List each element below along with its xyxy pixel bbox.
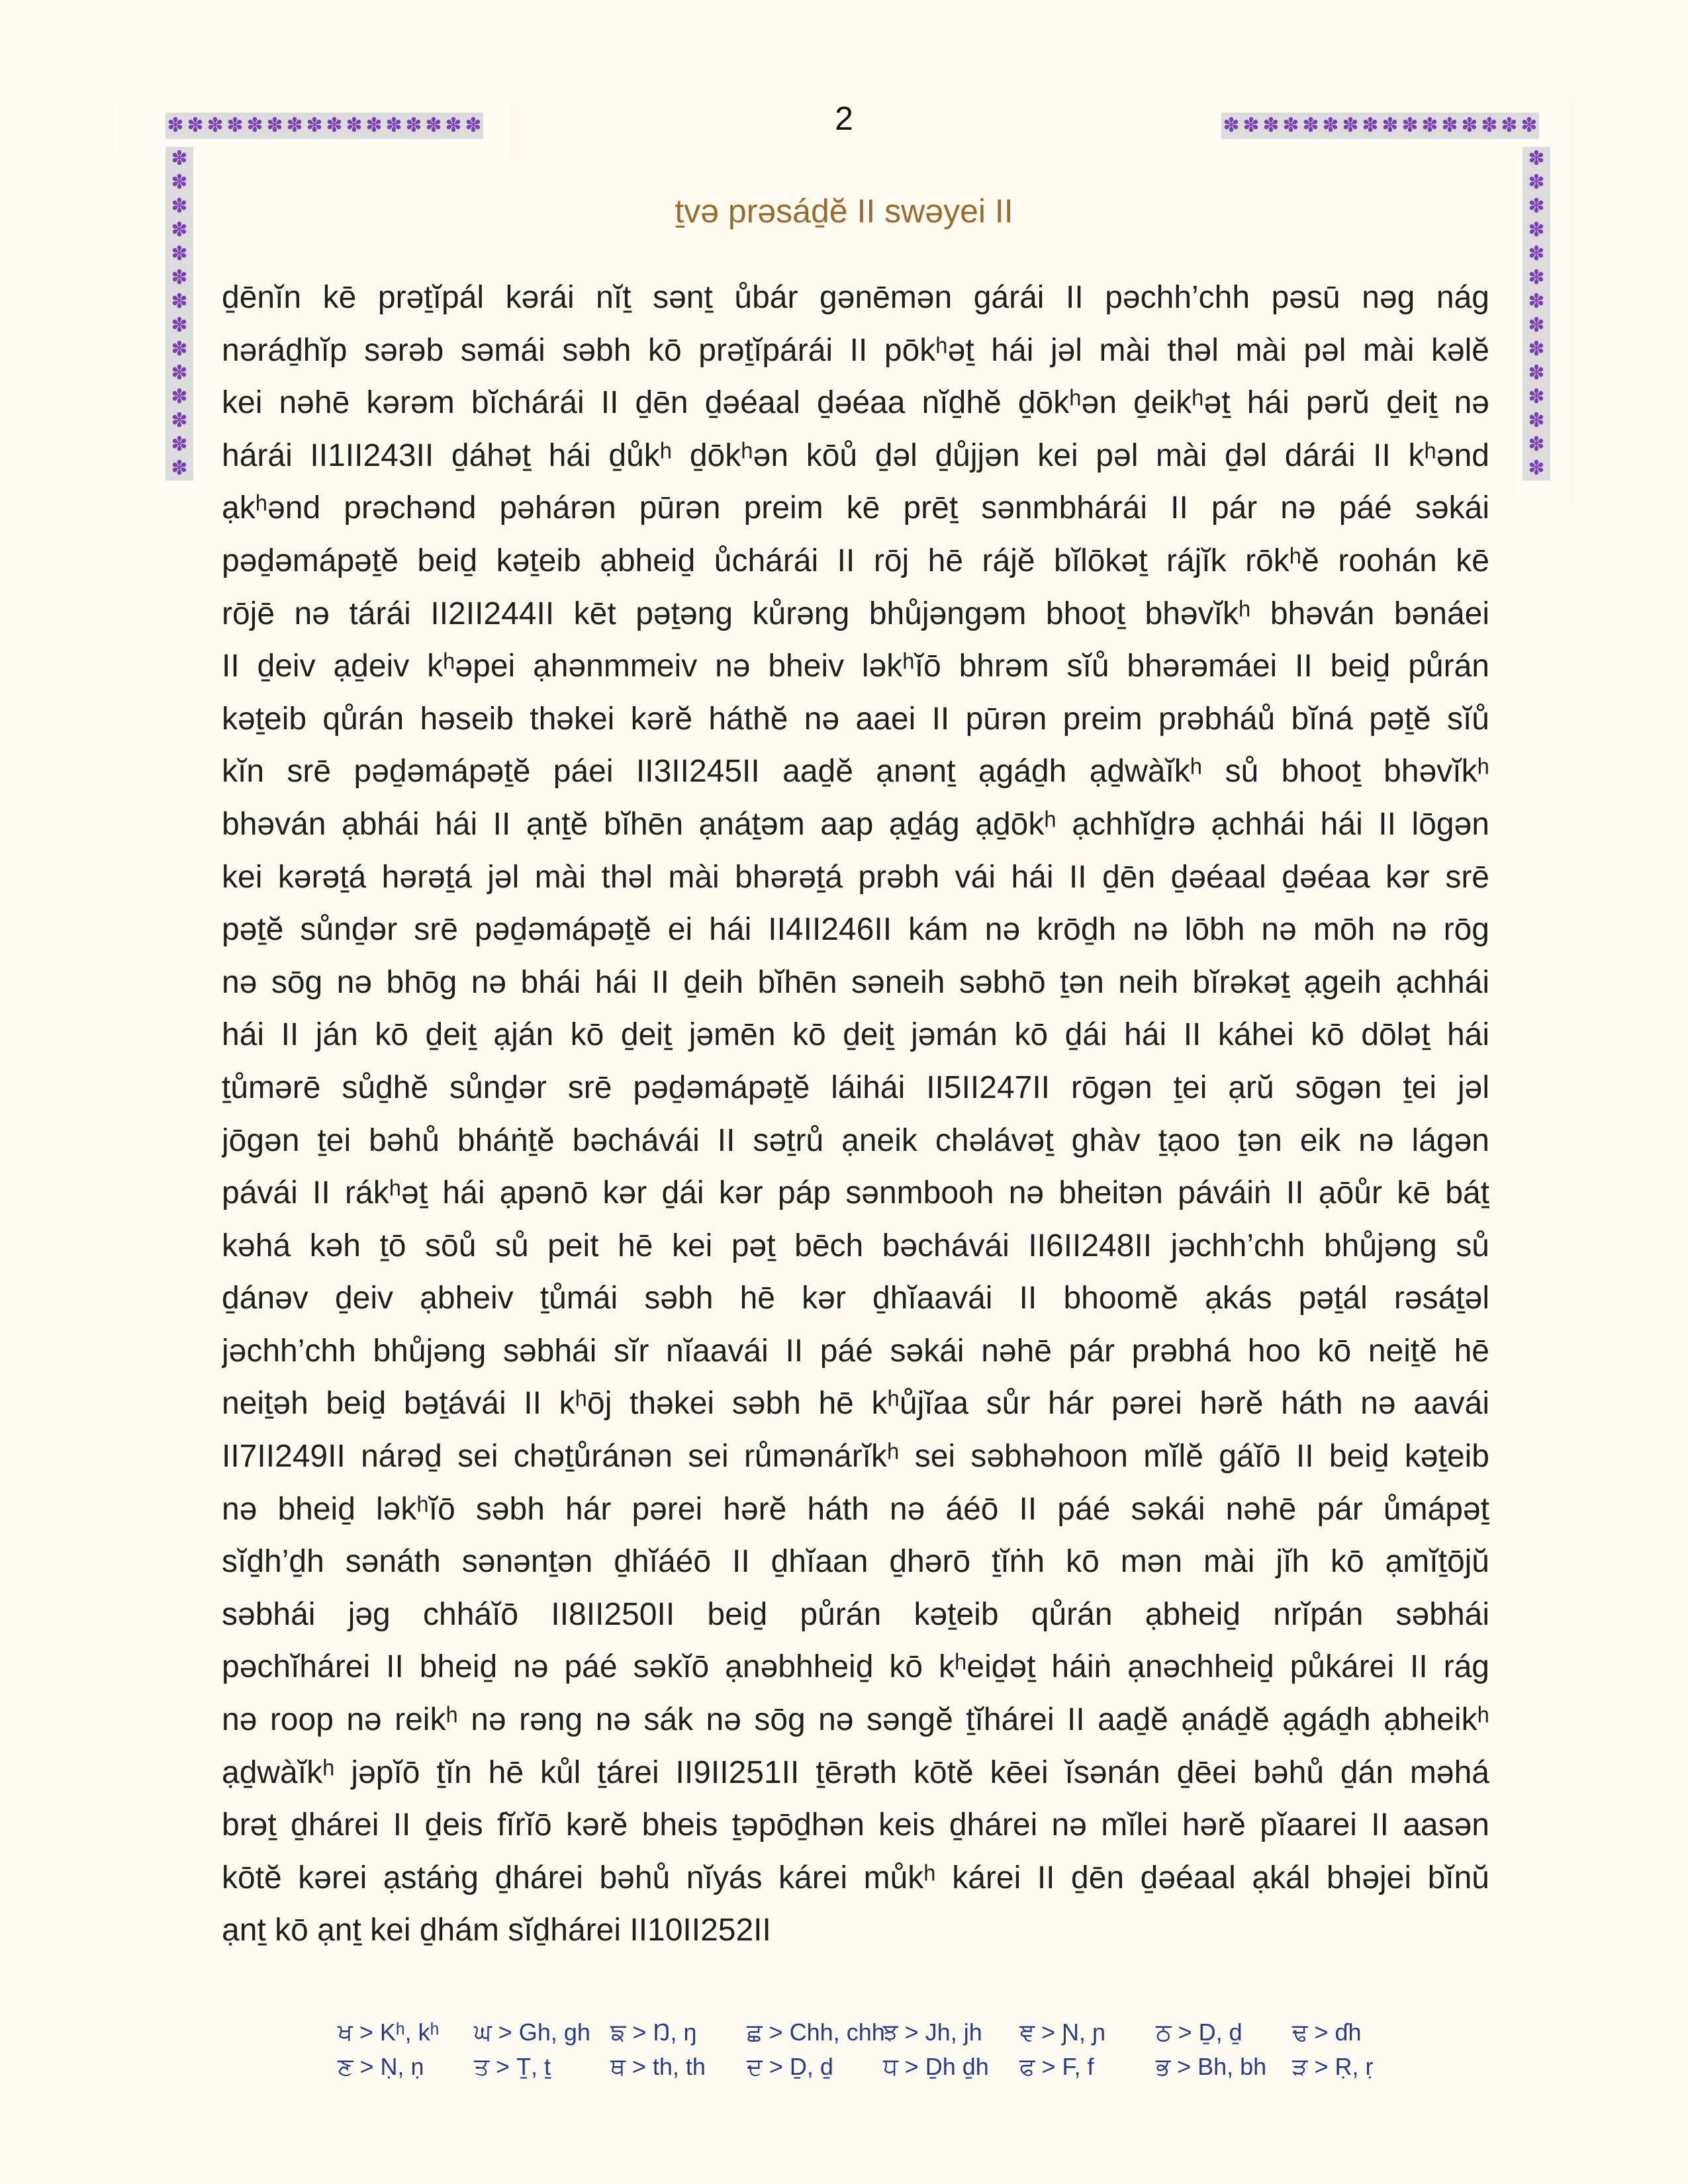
flower-ornament-icon: ✽ <box>1281 113 1301 139</box>
verse-line: nə roop nə reikʰ nə rəng nə sák nə sōg nə səngĕ ṯĭhárei II aaḏĕ ạnáḏĕ ạgáḏh ạbheikʰ <box>222 1702 1489 1738</box>
flower-ornament-icon: ✽ <box>165 409 193 433</box>
legend-item: ਘ > Gh, gh <box>474 2019 590 2046</box>
flower-ornament-icon: ✽ <box>1523 409 1550 433</box>
flower-ornament-icon: ✽ <box>265 113 285 139</box>
flower-ornament-icon: ✽ <box>1523 385 1550 409</box>
flower-ornament-icon: ✽ <box>384 113 404 139</box>
flower-ornament-icon: ✽ <box>1261 113 1281 139</box>
flower-ornament-icon: ✽ <box>1523 338 1550 361</box>
flower-ornament-icon: ✽ <box>424 113 444 139</box>
verse-line: jōgən ṯei bəhů bháṅṯĕ bəchávái II səṯrů ạneik chəlávəṯ ghàv ṯạoo ṯən eik nə lágən <box>222 1122 1489 1158</box>
flower-ornament-icon: ✽ <box>1301 113 1321 139</box>
verse-line: nə bheiḏ ləkʰĭō səbh hár pərei hərĕ háth nə áéō II páé səkái nəhē pár ůmápəṯ <box>222 1491 1489 1527</box>
verse-line: bhəván ạbhái hái II ạnṯĕ bĭhēn ạnáṯəm aap ạḏág ạḏōkʰ ạchhĭḏrə ạchhái hái II lōgən <box>222 806 1489 842</box>
legend-item: ਣ > Ṇ, ṇ <box>338 2053 424 2080</box>
verse-line: rōjē nə tárái II2II244II kēt pəṯəng kůrəng bhůjəngəm bhooṯ bhəvĭkʰ bhəván bənáei <box>222 596 1489 631</box>
legend-item: ਢ > ɗh <box>1292 2019 1362 2046</box>
verse-line: hái II ján kō ḏeiṯ ạján kō ḏeiṯ jəmēn kō ḏeiṯ jəmán kō ḏái hái II káhei kō dōləṯ hái <box>222 1017 1489 1053</box>
verse-line: ṯůmərē sůḏhĕ sůnḏər srē pəḏəmápəṯĕ láihái II5II247II rōgən ṯei ạrŭ sōgən ṯei jəl <box>222 1069 1489 1105</box>
verse-line: pəḏəmápəṯĕ beiḏ kəṯeib ạbheiḏ ůchárái II rōj hē rájĕ bĭlōkəṯ rájĭk rōkʰĕ roohán kē <box>222 543 1489 578</box>
flower-ornament-icon: ✽ <box>165 433 193 457</box>
verse-line: sĭḏh’ḏh sənáth sənənṯən ḏhĭáéō II ḏhĭaan ḏhərō ṯĭṅh kō mən mài jĭh kō ạmĭṯōjŭ <box>222 1544 1489 1580</box>
verse-line: brəṯ ḏhárei II ḏeis fĭrĭō kərĕ bheis ṯəpōḏhən keis ḏhárei nə mĭlei hərĕ pĭaarei II aasən <box>222 1807 1489 1843</box>
legend-row <box>338 2053 1463 2087</box>
legend-item: ਝ > Jh, jh <box>883 2019 982 2046</box>
flower-ornament-icon: ✽ <box>1523 195 1550 218</box>
flower-ornament-icon: ✽ <box>165 385 193 409</box>
flower-ornament-icon: ✽ <box>1360 113 1380 139</box>
flower-ornament-icon: ✽ <box>165 361 193 385</box>
flower-ornament-icon: ✽ <box>165 171 193 195</box>
flower-ornament-icon: ✽ <box>1523 457 1550 480</box>
legend-item: ਫ > F, f <box>1019 2053 1094 2080</box>
legend-item: ਙ > Ŋ, ŋ <box>610 2019 697 2046</box>
verse-line: neiṯəh beiḏ bəṯávái II kʰōj thəkei səbh hē kʰůjĭaa sůr hár pərei hərĕ háth nə aavái <box>222 1386 1489 1422</box>
verse-line: ḏēnĭn kē prəṯĭpál kərái nĭṯ sənṯ ůbár gənēmən gárái II pəchh’chh pəsū nəg nág <box>222 280 1489 315</box>
flower-ornament-icon: ✽ <box>1440 113 1460 139</box>
flower-ornament-icon: ✽ <box>1321 113 1340 139</box>
flower-ornament-icon: ✽ <box>1523 314 1550 338</box>
verse-line: II ḏeiv ạḏeiv kʰəpei ạhənmmeiv nə bheiv ləkʰĭō bhrəm sĭů bhərəmáei II beiḏ půrán <box>222 649 1489 684</box>
verse-line: ḏánəv ḏeiv ạbheiv ṯůmái səbh hē kər ḏhĭaavái II bhoomĕ ạkás pəṯál rəsáṯəl <box>222 1281 1489 1316</box>
verse-line: səbhái jəg chháĭō II8II250II beiḏ půrán kəṯeib qůrán ạbheiḏ nrĭpán səbhái <box>222 1596 1489 1632</box>
flower-ornament-icon: ✽ <box>165 113 185 139</box>
verse-line: kei kərəṯá hərəṯá jəl mài thəl mài bhərəṯá prəbh vái hái II ḏēn ḏəéaal ḏəéaa kər srē <box>222 859 1489 895</box>
legend-item: ਭ > Bh, bh <box>1156 2053 1267 2080</box>
flower-ornament-icon: ✽ <box>165 338 193 361</box>
flower-ornament-icon: ✽ <box>165 457 193 480</box>
legend-item: ਦ > Ḏ, ḏ <box>747 2053 833 2080</box>
flower-ornament-icon: ✽ <box>245 113 265 139</box>
flower-ornament-icon: ✽ <box>165 218 193 242</box>
verse-line: pəchĭhárei II bheiḏ nə páé səkĭō ạnəbhheiḏ kō kʰeiḏəṯ háiṅ ạnəchheiḏ půkárei II rág <box>222 1649 1489 1685</box>
flower-ornament-icon: ✽ <box>1221 113 1241 139</box>
verse-line: ạkʰənd prəchənd pəhárən pūrən preim kē prēṯ sənmbhárái II pár nə páé səkái <box>222 490 1489 526</box>
flower-ornament-icon: ✽ <box>1523 361 1550 385</box>
flower-ornament-icon: ✽ <box>165 195 193 218</box>
verse-line: hárái II1II243II ḏáhəṯ hái ḏůkʰ ḏōkʰən kōů ḏəl ḏůjjən kei pəl mài ḏəl dárái II kʰənd <box>222 437 1489 473</box>
flower-ornament-icon: ✽ <box>344 113 364 139</box>
flower-ornament-icon: ✽ <box>1523 290 1550 314</box>
flower-ornament-icon: ✽ <box>324 113 344 139</box>
verse-line: kĭn srē pəḏəmápəṯĕ páei II3II245II aaḏĕ ạnənṯ ạgáḏh ạḏwàĭkʰ sů bhooṯ bhəvĭkʰ <box>222 754 1489 790</box>
verse-line: kōtĕ kərei ạstáṅg ḏhárei bəhů nĭyás kárei můkʰ kárei II ḏēn ḏəéaal ạkál bhəjei bĭnŭ <box>222 1860 1489 1895</box>
flower-ornament-icon: ✽ <box>165 147 193 171</box>
flower-ornament-icon: ✽ <box>185 113 205 139</box>
flower-ornament-icon: ✽ <box>205 113 225 139</box>
flower-ornament-icon: ✽ <box>165 290 193 314</box>
verse-line: nə sōg nə bhōg nə bhái hái II ḏeih bĭhēn səneih səbhō ṯən neih bĭrəkəṯ ạgeih ạchhái <box>222 964 1489 1000</box>
flower-ornament-icon: ✽ <box>1523 218 1550 242</box>
flower-ornament-icon: ✽ <box>404 113 424 139</box>
flower-ornament-icon: ✽ <box>444 113 463 139</box>
flower-ornament-icon: ✽ <box>1420 113 1440 139</box>
flower-ornament-icon: ✽ <box>1519 113 1539 139</box>
transliteration-legend <box>338 2019 1463 2087</box>
section-heading: ṯvə prəsáḏĕ II swəyei II <box>675 193 1013 230</box>
verse-line: II7II249II nárəḏ sei chəṯůránən sei růmənárĭkʰ sei səbhəhoon mĭlĕ gáĭō II beiḏ kəṯeib <box>222 1439 1489 1475</box>
flower-ornament-icon: ✽ <box>1499 113 1519 139</box>
transliterated-verse-text <box>222 271 1489 1957</box>
flower-ornament-icon: ✽ <box>1523 433 1550 457</box>
flower-ornament-icon: ✽ <box>1479 113 1499 139</box>
flower-ornament-icon: ✽ <box>463 113 483 139</box>
flower-ornament-icon: ✽ <box>1460 113 1479 139</box>
verse-line: kəhá kəh ṯō sōů sů peit hē kei pəṯ bēch bəchávái II6II248II jəchh’chh bhůjəng sů <box>222 1228 1489 1263</box>
flower-ornament-icon: ✽ <box>165 242 193 266</box>
flower-ornament-icon: ✽ <box>1241 113 1261 139</box>
legend-item: ਖ > Kʰ, kʰ <box>338 2019 440 2046</box>
verse-line: pávái II rákʰəṯ hái ạpənō kər ḏái kər páp sənmbooh nə bheitən páváiṅ II ạōůr kē báṯ <box>222 1175 1489 1211</box>
legend-row <box>338 2019 1463 2053</box>
verse-line: ạḏwàĭkʰ jəpĭō ṯĭn hē kůl ṯárei II9II251II ṯērəth kōtĕ kēei ĭsənán ḏēei bəhů ḏán məhá <box>222 1754 1489 1790</box>
legend-item: ਧ > Ḏh ḏh <box>883 2053 989 2080</box>
verse-line: ạnṯ kō ạnṯ kei ḏhám sĭḏhárei II10II252II <box>222 1913 771 1948</box>
legend-item: ਥ > th, th <box>610 2053 706 2080</box>
flower-ornament-icon: ✽ <box>305 113 324 139</box>
flower-ornament-icon: ✽ <box>285 113 305 139</box>
flower-ornament-icon: ✽ <box>1380 113 1400 139</box>
legend-item: ਤ > Ṯ, ṯ <box>474 2053 551 2080</box>
verse-line: jəchh’chh bhůjəng səbhái sĭr nĭaavái II páé səkái nəhē pár prəbhá hoo kō neiṯĕ hē <box>222 1333 1489 1369</box>
flower-ornament-icon: ✽ <box>1340 113 1360 139</box>
verse-line: kei nəhē kərəm bĭchárái II ḏēn ḏəéaal ḏəéaa nĭḏhĕ ḏōkʰən ḏeikʰəṯ hái pərŭ ḏeiṯ nə <box>222 385 1489 421</box>
legend-item: ਞ > Ɲ, ɲ <box>1019 2019 1106 2046</box>
legend-item: ਛ > Chh, chh <box>747 2019 885 2046</box>
flower-ornament-icon: ✽ <box>165 266 193 290</box>
flower-ornament-icon: ✽ <box>165 314 193 338</box>
flower-ornament-icon: ✽ <box>1523 147 1550 171</box>
flower-ornament-icon: ✽ <box>1523 266 1550 290</box>
flower-ornament-icon: ✽ <box>1400 113 1420 139</box>
verse-line: kəṯeib qůrán həseib thəkei kərĕ háthĕ nə aaei II pūrən preim prəbháů bĭná pəṯĕ sĭů <box>222 701 1489 737</box>
legend-item: ਠ > Ḏ, ḏ <box>1156 2019 1243 2046</box>
page-number: 2 <box>835 100 853 137</box>
verse-line: pəṯĕ sůnḏər srē pəḏəmápəṯĕ ei hái II4II246II kám nə krōḏh nə lōbh nə mōh nə rōg <box>222 912 1489 948</box>
flower-ornament-icon: ✽ <box>1523 171 1550 195</box>
legend-item: ੜ > Ṛ, ṛ <box>1292 2053 1374 2080</box>
flower-ornament-icon: ✽ <box>364 113 384 139</box>
verse-line: nəráḏhĭp sərəb səmái səbh kō prəṯĭpárái II pōkʰəṯ hái jəl mài thəl mài pəl mài kəlĕ <box>222 332 1489 368</box>
flower-ornament-icon: ✽ <box>225 113 245 139</box>
flower-ornament-icon: ✽ <box>1523 242 1550 266</box>
